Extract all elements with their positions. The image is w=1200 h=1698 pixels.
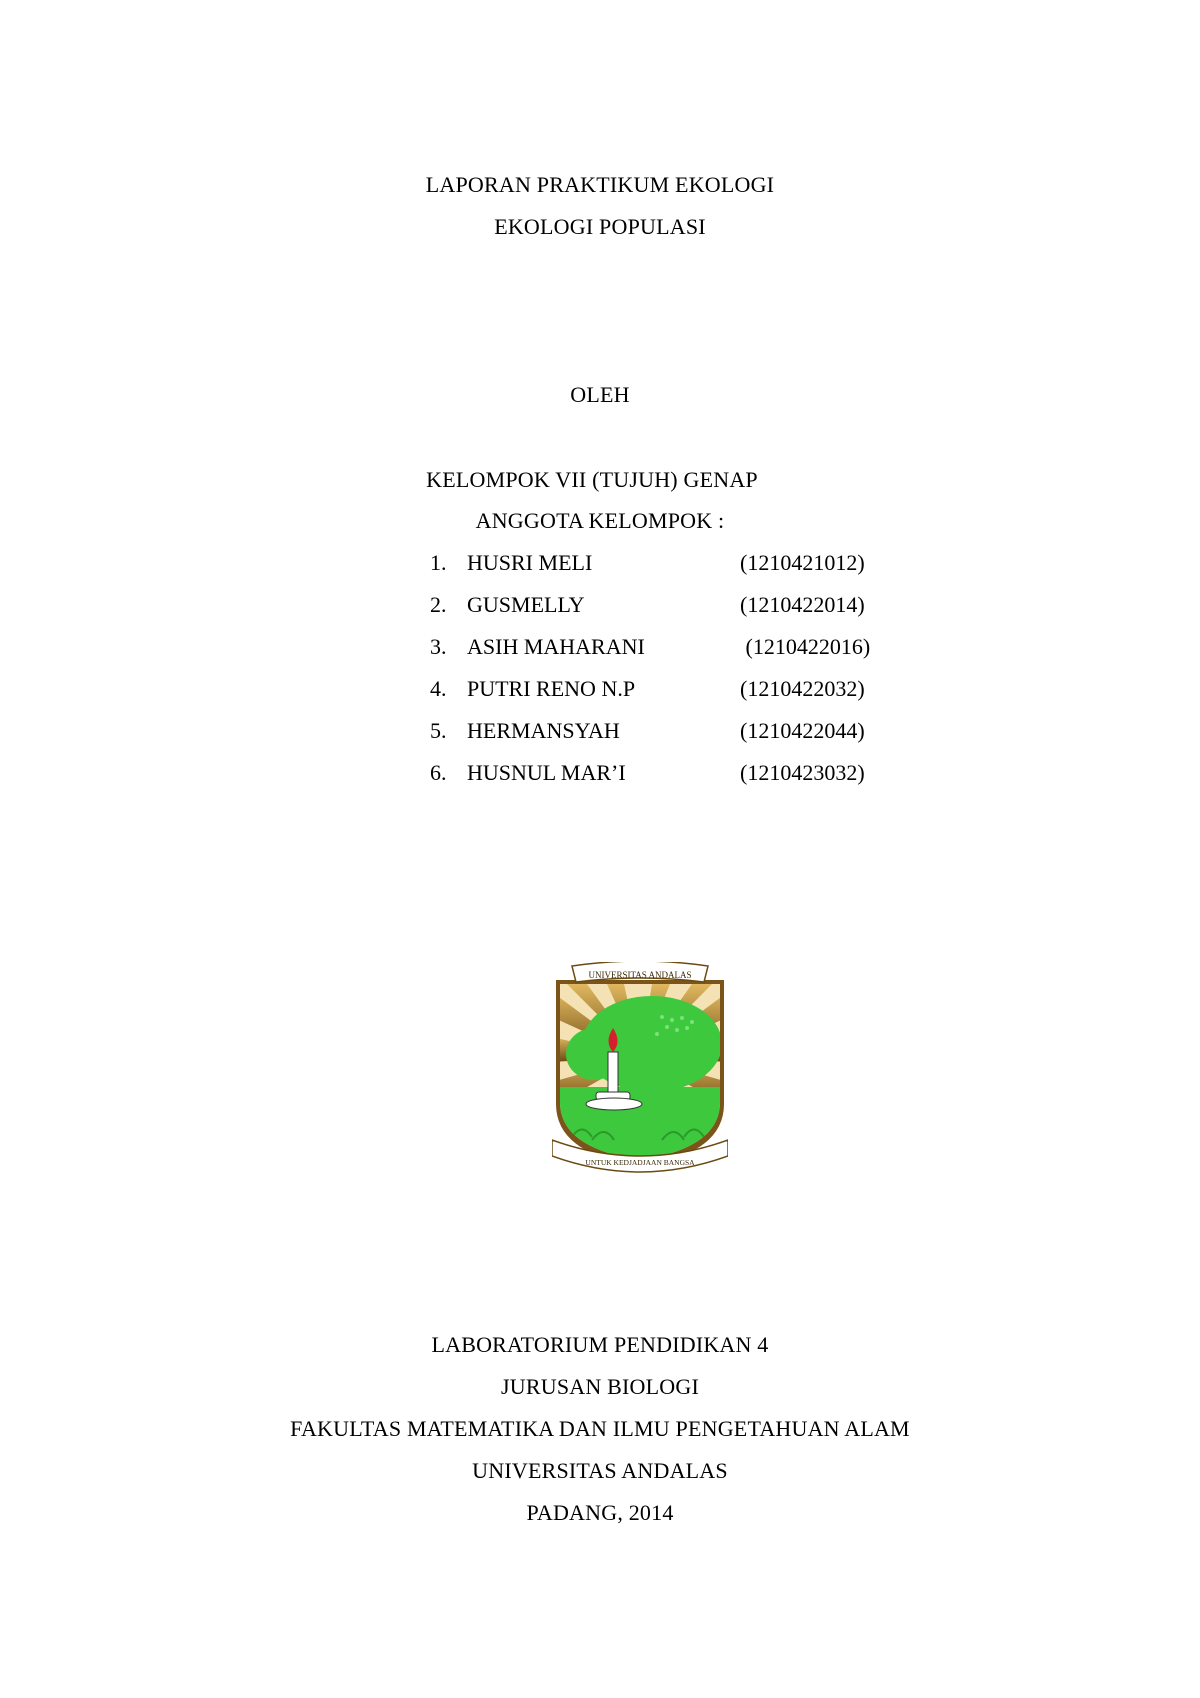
member-number: 6. <box>430 760 447 785</box>
member-name: HUSNUL MAR’I <box>467 760 626 785</box>
member-id: (1210421012) <box>740 550 865 575</box>
member-number: 4. <box>430 676 447 701</box>
member-id: (1210422014) <box>740 592 865 617</box>
member-number: 3. <box>430 634 447 659</box>
by-label: OLEH <box>570 382 630 407</box>
member-name: GUSMELLY <box>467 592 585 617</box>
member-id: (1210422016) <box>740 634 871 659</box>
candle <box>608 1052 618 1094</box>
member-name: PUTRI RENO N.P <box>467 676 636 701</box>
footer-faculty: FAKULTAS MATEMATIKA DAN ILMU PENGETAHUAN ALAM <box>290 1416 910 1441</box>
members-label: ANGGOTA KELOMPOK : <box>475 508 725 533</box>
logo-top-text: UNIVERSITAS ANDALAS <box>588 970 692 980</box>
university-crest-logo <box>552 962 728 1174</box>
footer-university: UNIVERSITAS ANDALAS <box>472 1458 728 1483</box>
member-name: HUSRI MELI <box>467 550 593 575</box>
member-id: (1210423032) <box>740 760 865 785</box>
footer-place-year: PADANG, 2014 <box>526 1500 674 1525</box>
report-title: LAPORAN PRAKTIKUM EKOLOGI <box>425 172 775 197</box>
footer-department: JURUSAN BIOLOGI <box>501 1374 699 1399</box>
member-number: 2. <box>430 592 447 617</box>
report-subtitle: EKOLOGI POPULASI <box>494 214 706 239</box>
member-number: 1. <box>430 550 447 575</box>
logo-ribbon-text: UNTUK KEDJADJAAN BANGSA <box>585 1158 695 1167</box>
member-id: (1210422044) <box>740 718 865 743</box>
member-name: HERMANSYAH <box>467 718 620 743</box>
member-id: (1210422032) <box>740 676 865 701</box>
group-name: KELOMPOK VII (TUJUH) GENAP <box>426 467 758 492</box>
member-name: ASIH MAHARANI <box>467 634 645 659</box>
member-number: 5. <box>430 718 447 743</box>
footer-lab: LABORATORIUM PENDIDIKAN 4 <box>431 1332 769 1357</box>
